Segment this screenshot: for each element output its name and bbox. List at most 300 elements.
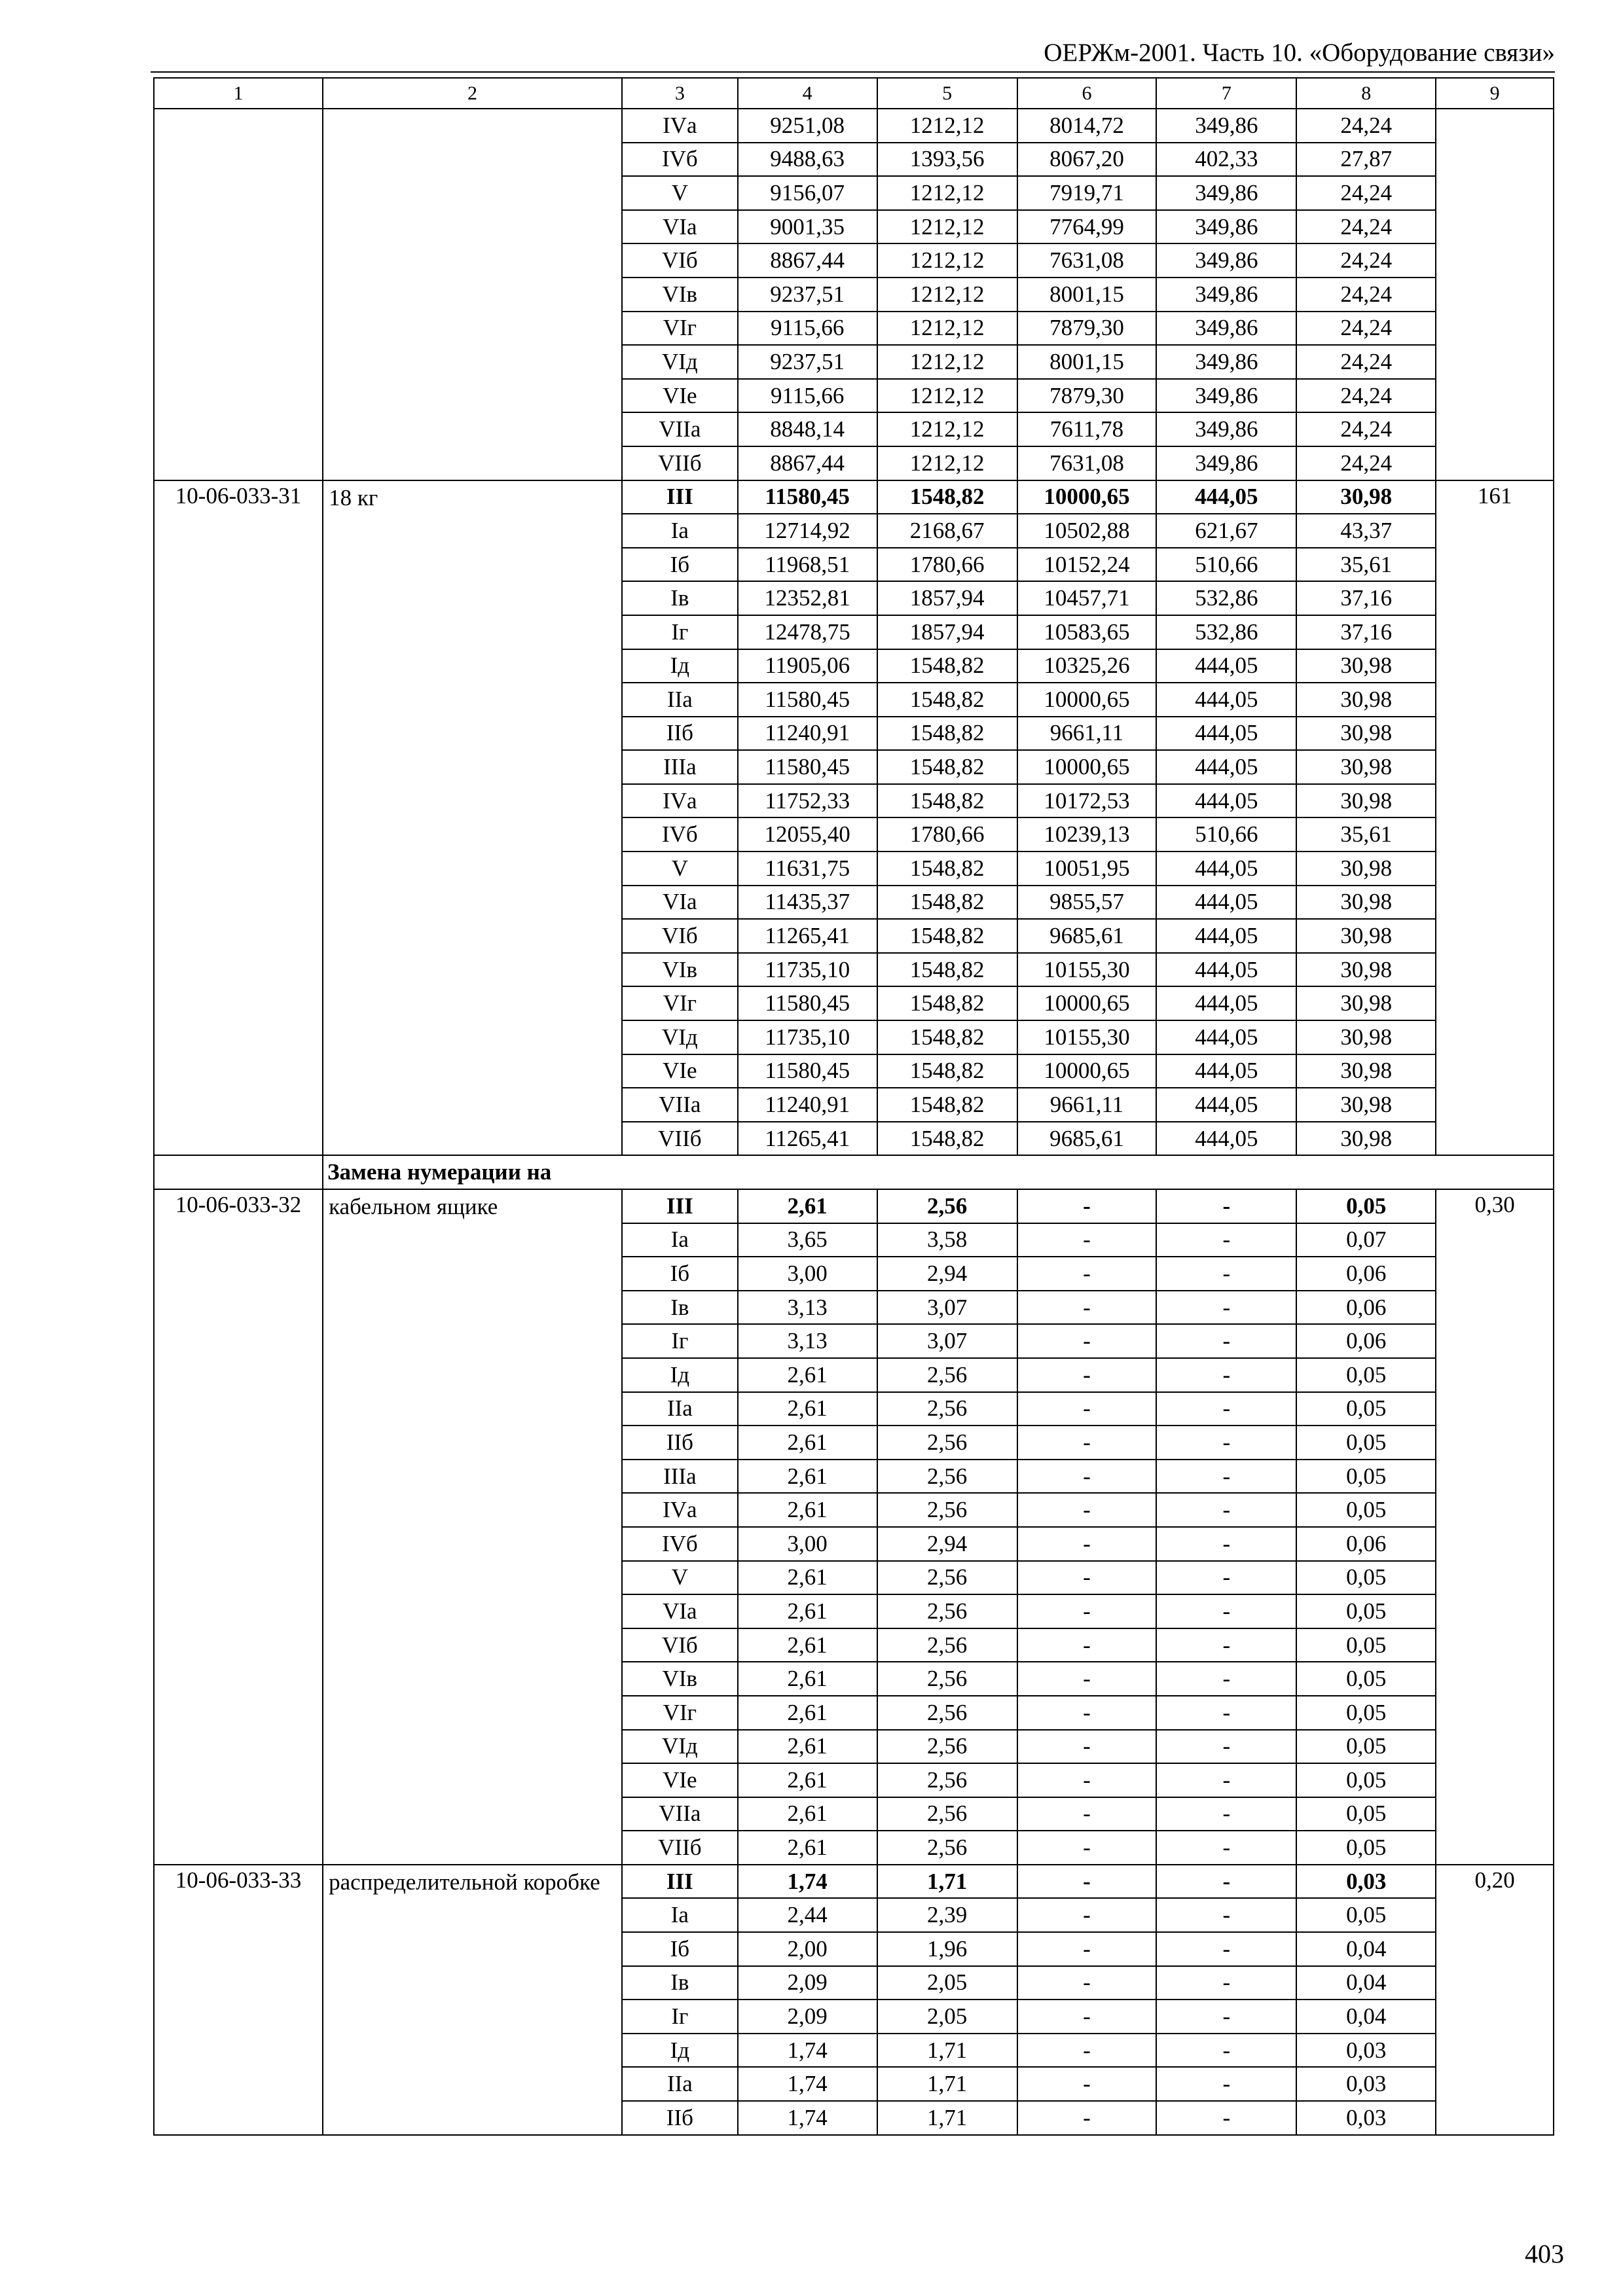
- materials-cell: 37,16: [1296, 615, 1436, 649]
- materials-cell: 30,98: [1296, 784, 1436, 818]
- wages-cell: 1,71: [877, 2067, 1017, 2101]
- machine-operation-cell: -: [1017, 1291, 1157, 1325]
- direct-costs-cell: 11905,06: [738, 649, 877, 683]
- machine-operation-cell: 10239,13: [1017, 817, 1157, 852]
- region-zone-cell: IVа: [622, 109, 738, 143]
- section-spacer-cell: [154, 1155, 323, 1189]
- machinist-wages-cell: 444,05: [1156, 919, 1296, 953]
- machinist-wages-cell: 444,05: [1156, 852, 1296, 886]
- machinist-wages-cell: -: [1156, 1324, 1296, 1358]
- machinist-wages-cell: 349,86: [1156, 243, 1296, 278]
- machinist-wages-cell: -: [1156, 1898, 1296, 1932]
- materials-cell: 0,03: [1296, 2067, 1436, 2101]
- machinist-wages-cell: 444,05: [1156, 717, 1296, 751]
- region-zone-cell: VIг: [622, 1696, 738, 1730]
- materials-cell: 0,05: [1296, 1594, 1436, 1628]
- direct-costs-cell: 3,13: [738, 1291, 877, 1325]
- header-rule: [151, 71, 1555, 73]
- materials-cell: 0,05: [1296, 1831, 1436, 1865]
- machinist-wages-cell: 444,05: [1156, 784, 1296, 818]
- region-zone-cell: IIа: [622, 2067, 738, 2101]
- direct-costs-cell: 9156,07: [738, 176, 877, 210]
- table-row: [154, 480, 1554, 514]
- materials-cell: 0,03: [1296, 2101, 1436, 2135]
- machinist-wages-cell: -: [1156, 1257, 1296, 1291]
- region-zone-cell: VIа: [622, 210, 738, 244]
- materials-cell: 0,05: [1296, 1426, 1436, 1460]
- machine-operation-cell: 8001,15: [1017, 278, 1157, 312]
- machine-operation-cell: 10457,71: [1017, 581, 1157, 615]
- machinist-wages-cell: -: [1156, 1865, 1296, 1899]
- materials-cell: 30,98: [1296, 750, 1436, 784]
- wages-cell: 2,56: [877, 1831, 1017, 1865]
- region-zone-cell: Iг: [622, 1324, 738, 1358]
- direct-costs-cell: 3,00: [738, 1257, 877, 1291]
- materials-cell: 43,37: [1296, 514, 1436, 548]
- direct-costs-cell: 11265,41: [738, 919, 877, 953]
- direct-costs-cell: 1,74: [738, 2034, 877, 2068]
- direct-costs-cell: 2,61: [738, 1358, 877, 1392]
- wages-cell: 1212,12: [877, 109, 1017, 143]
- machine-operation-cell: 10000,65: [1017, 683, 1157, 717]
- machine-operation-cell: -: [1017, 1797, 1157, 1831]
- materials-cell: 30,98: [1296, 1088, 1436, 1122]
- region-zone-cell: Iв: [622, 581, 738, 615]
- materials-cell: 24,24: [1296, 412, 1436, 446]
- machinist-wages-cell: 444,05: [1156, 1122, 1296, 1156]
- section-title: Замена нумерации на: [323, 1155, 1554, 1189]
- region-zone-cell: IIIа: [622, 750, 738, 784]
- direct-costs-cell: 2,61: [738, 1493, 877, 1527]
- region-zone-cell: Iа: [622, 514, 738, 548]
- wages-cell: 1548,82: [877, 750, 1017, 784]
- region-zone-cell: V: [622, 852, 738, 886]
- machine-operation-cell: -: [1017, 1865, 1157, 1899]
- region-zone-cell: Iв: [622, 1291, 738, 1325]
- wages-cell: 1548,82: [877, 1088, 1017, 1122]
- direct-costs-cell: 11580,45: [738, 750, 877, 784]
- direct-costs-cell: 3,13: [738, 1324, 877, 1358]
- wages-cell: 1857,94: [877, 615, 1017, 649]
- wages-cell: 1548,82: [877, 886, 1017, 920]
- machinist-wages-cell: 532,86: [1156, 615, 1296, 649]
- machine-operation-cell: -: [1017, 1223, 1157, 1257]
- machine-operation-cell: 10502,88: [1017, 514, 1157, 548]
- direct-costs-cell: 12352,81: [738, 581, 877, 615]
- machine-operation-cell: 7611,78: [1017, 412, 1157, 446]
- materials-cell: 30,98: [1296, 717, 1436, 751]
- region-zone-cell: III: [622, 480, 738, 514]
- region-zone-cell: VIд: [622, 345, 738, 379]
- region-zone-cell: Iд: [622, 649, 738, 683]
- direct-costs-cell: 9237,51: [738, 278, 877, 312]
- region-zone-cell: VIа: [622, 1594, 738, 1628]
- machine-operation-cell: -: [1017, 1257, 1157, 1291]
- materials-cell: 0,03: [1296, 1865, 1436, 1899]
- machinist-wages-cell: -: [1156, 1460, 1296, 1494]
- wages-cell: 1212,12: [877, 210, 1017, 244]
- table-row: [154, 109, 1554, 143]
- code-cell: 10-06-033-33: [154, 1865, 323, 2135]
- region-zone-cell: Iг: [622, 2000, 738, 2034]
- machinist-wages-cell: 349,86: [1156, 412, 1296, 446]
- direct-costs-cell: 11240,91: [738, 717, 877, 751]
- column-number: 9: [1436, 78, 1554, 109]
- direct-costs-cell: 2,09: [738, 1966, 877, 2000]
- description-cell: [323, 109, 622, 480]
- machinist-wages-cell: 444,05: [1156, 986, 1296, 1020]
- direct-costs-cell: 2,61: [738, 1696, 877, 1730]
- unit-cell: 0,30: [1436, 1189, 1554, 1865]
- wages-cell: 1212,12: [877, 446, 1017, 480]
- machine-operation-cell: 8067,20: [1017, 143, 1157, 177]
- machine-operation-cell: -: [1017, 1932, 1157, 1966]
- machine-operation-cell: -: [1017, 1561, 1157, 1595]
- table-row: [154, 1189, 1554, 1223]
- wages-cell: 1548,82: [877, 1054, 1017, 1088]
- materials-cell: 0,05: [1296, 1392, 1436, 1426]
- machine-operation-cell: 10155,30: [1017, 1020, 1157, 1054]
- wages-cell: 1212,12: [877, 278, 1017, 312]
- machine-operation-cell: -: [1017, 1460, 1157, 1494]
- column-number: 5: [877, 78, 1017, 109]
- direct-costs-cell: 9488,63: [738, 143, 877, 177]
- region-zone-cell: Iб: [622, 1932, 738, 1966]
- materials-cell: 0,06: [1296, 1527, 1436, 1561]
- page-header: ОЕРЖм-2001. Часть 10. «Оборудование связи»: [1044, 39, 1555, 67]
- page-number: 403: [1525, 2239, 1564, 2269]
- wages-cell: 2,05: [877, 2000, 1017, 2034]
- region-zone-cell: III: [622, 1189, 738, 1223]
- wages-cell: 2,56: [877, 1730, 1017, 1764]
- machinist-wages-cell: -: [1156, 2034, 1296, 2068]
- materials-cell: 0,05: [1296, 1797, 1436, 1831]
- region-zone-cell: VIе: [622, 1763, 738, 1797]
- materials-cell: 0,05: [1296, 1189, 1436, 1223]
- materials-cell: 0,05: [1296, 1662, 1436, 1696]
- machine-operation-cell: -: [1017, 1426, 1157, 1460]
- machinist-wages-cell: 444,05: [1156, 1088, 1296, 1122]
- direct-costs-cell: 2,44: [738, 1898, 877, 1932]
- column-number: 8: [1296, 78, 1436, 109]
- direct-costs-cell: 11580,45: [738, 986, 877, 1020]
- materials-cell: 30,98: [1296, 1122, 1436, 1156]
- machine-operation-cell: 10325,26: [1017, 649, 1157, 683]
- wages-cell: 2,56: [877, 1426, 1017, 1460]
- machinist-wages-cell: 349,86: [1156, 210, 1296, 244]
- direct-costs-cell: 9001,35: [738, 210, 877, 244]
- machinist-wages-cell: 510,66: [1156, 548, 1296, 582]
- machine-operation-cell: 8001,15: [1017, 345, 1157, 379]
- machine-operation-cell: 7879,30: [1017, 379, 1157, 413]
- machinist-wages-cell: -: [1156, 1426, 1296, 1460]
- machine-operation-cell: -: [1017, 1189, 1157, 1223]
- wages-cell: 1548,82: [877, 986, 1017, 1020]
- materials-cell: 0,05: [1296, 1730, 1436, 1764]
- direct-costs-cell: 2,61: [738, 1662, 877, 1696]
- materials-cell: 37,16: [1296, 581, 1436, 615]
- region-zone-cell: Iг: [622, 615, 738, 649]
- region-zone-cell: Iд: [622, 1358, 738, 1392]
- machinist-wages-cell: -: [1156, 1392, 1296, 1426]
- column-number: 6: [1017, 78, 1157, 109]
- wages-cell: 3,07: [877, 1291, 1017, 1325]
- region-zone-cell: V: [622, 176, 738, 210]
- wages-cell: 1212,12: [877, 345, 1017, 379]
- wages-cell: 1,96: [877, 1932, 1017, 1966]
- materials-cell: 30,98: [1296, 919, 1436, 953]
- region-zone-cell: VIв: [622, 1662, 738, 1696]
- direct-costs-cell: 12478,75: [738, 615, 877, 649]
- unit-cell: 0,20: [1436, 1865, 1554, 2135]
- wages-cell: 2,56: [877, 1662, 1017, 1696]
- materials-cell: 24,24: [1296, 109, 1436, 143]
- wages-cell: 1780,66: [877, 817, 1017, 852]
- materials-cell: 0,05: [1296, 1628, 1436, 1662]
- machinist-wages-cell: 444,05: [1156, 886, 1296, 920]
- machine-operation-cell: 9855,57: [1017, 886, 1157, 920]
- direct-costs-cell: 1,74: [738, 2067, 877, 2101]
- direct-costs-cell: 9251,08: [738, 109, 877, 143]
- region-zone-cell: V: [622, 1561, 738, 1595]
- direct-costs-cell: 1,74: [738, 1865, 877, 1899]
- direct-costs-cell: 11580,45: [738, 683, 877, 717]
- machinist-wages-cell: 444,05: [1156, 953, 1296, 987]
- region-zone-cell: IVб: [622, 1527, 738, 1561]
- machine-operation-cell: 7631,08: [1017, 243, 1157, 278]
- machine-operation-cell: 10000,65: [1017, 480, 1157, 514]
- machine-operation-cell: 9685,61: [1017, 919, 1157, 953]
- machinist-wages-cell: -: [1156, 1932, 1296, 1966]
- machinist-wages-cell: -: [1156, 1527, 1296, 1561]
- direct-costs-cell: 2,61: [738, 1460, 877, 1494]
- wages-cell: 2,56: [877, 1189, 1017, 1223]
- column-number: 1: [154, 78, 323, 109]
- wages-cell: 2,56: [877, 1628, 1017, 1662]
- machinist-wages-cell: -: [1156, 1831, 1296, 1865]
- region-zone-cell: VIд: [622, 1730, 738, 1764]
- direct-costs-cell: 2,09: [738, 2000, 877, 2034]
- wages-cell: 1212,12: [877, 312, 1017, 346]
- region-zone-cell: VIIб: [622, 446, 738, 480]
- machinist-wages-cell: 444,05: [1156, 683, 1296, 717]
- machine-operation-cell: -: [1017, 1324, 1157, 1358]
- machinist-wages-cell: 349,86: [1156, 379, 1296, 413]
- direct-costs-cell: 11968,51: [738, 548, 877, 582]
- region-zone-cell: IVб: [622, 817, 738, 852]
- materials-cell: 30,98: [1296, 953, 1436, 987]
- direct-costs-cell: 1,74: [738, 2101, 877, 2135]
- machinist-wages-cell: 444,05: [1156, 1054, 1296, 1088]
- machinist-wages-cell: 349,86: [1156, 446, 1296, 480]
- region-zone-cell: VIе: [622, 379, 738, 413]
- machine-operation-cell: 10172,53: [1017, 784, 1157, 818]
- region-zone-cell: VIг: [622, 986, 738, 1020]
- wages-cell: 1780,66: [877, 548, 1017, 582]
- wages-cell: 1212,12: [877, 412, 1017, 446]
- machinist-wages-cell: 349,86: [1156, 345, 1296, 379]
- section-title-row: [154, 1155, 1554, 1189]
- machinist-wages-cell: -: [1156, 1493, 1296, 1527]
- materials-cell: 27,87: [1296, 143, 1436, 177]
- machine-operation-cell: -: [1017, 1662, 1157, 1696]
- direct-costs-cell: 11240,91: [738, 1088, 877, 1122]
- region-zone-cell: IIб: [622, 2101, 738, 2135]
- machine-operation-cell: 10051,95: [1017, 852, 1157, 886]
- direct-costs-cell: 11735,10: [738, 953, 877, 987]
- column-number: 3: [622, 78, 738, 109]
- machine-operation-cell: 7919,71: [1017, 176, 1157, 210]
- region-zone-cell: VIIа: [622, 1088, 738, 1122]
- direct-costs-cell: 3,65: [738, 1223, 877, 1257]
- machine-operation-cell: -: [1017, 2067, 1157, 2101]
- machinist-wages-cell: -: [1156, 1561, 1296, 1595]
- wages-cell: 2,56: [877, 1392, 1017, 1426]
- machinist-wages-cell: 349,86: [1156, 176, 1296, 210]
- direct-costs-cell: 2,61: [738, 1392, 877, 1426]
- machinist-wages-cell: -: [1156, 1291, 1296, 1325]
- rates-table: [153, 77, 1554, 2136]
- materials-cell: 30,98: [1296, 886, 1436, 920]
- machinist-wages-cell: -: [1156, 2000, 1296, 2034]
- direct-costs-cell: 2,61: [738, 1594, 877, 1628]
- wages-cell: 1548,82: [877, 852, 1017, 886]
- materials-cell: 24,24: [1296, 312, 1436, 346]
- direct-costs-cell: 8867,44: [738, 446, 877, 480]
- direct-costs-cell: 11435,37: [738, 886, 877, 920]
- materials-cell: 24,24: [1296, 243, 1436, 278]
- machine-operation-cell: -: [1017, 1966, 1157, 2000]
- direct-costs-cell: 9237,51: [738, 345, 877, 379]
- wages-cell: 2,56: [877, 1493, 1017, 1527]
- region-zone-cell: VIIа: [622, 412, 738, 446]
- materials-cell: 0,04: [1296, 2000, 1436, 2034]
- region-zone-cell: IIа: [622, 1392, 738, 1426]
- region-zone-cell: VIб: [622, 243, 738, 278]
- wages-cell: 1548,82: [877, 784, 1017, 818]
- region-zone-cell: VIв: [622, 278, 738, 312]
- region-zone-cell: Iв: [622, 1966, 738, 2000]
- machine-operation-cell: -: [1017, 1594, 1157, 1628]
- materials-cell: 0,05: [1296, 1358, 1436, 1392]
- wages-cell: 1548,82: [877, 919, 1017, 953]
- materials-cell: 30,98: [1296, 683, 1436, 717]
- direct-costs-cell: 2,61: [738, 1730, 877, 1764]
- region-zone-cell: Iа: [622, 1223, 738, 1257]
- direct-costs-cell: 9115,66: [738, 312, 877, 346]
- machinist-wages-cell: -: [1156, 1966, 1296, 2000]
- materials-cell: 30,98: [1296, 986, 1436, 1020]
- region-zone-cell: VIе: [622, 1054, 738, 1088]
- machine-operation-cell: 10583,65: [1017, 615, 1157, 649]
- machine-operation-cell: -: [1017, 2101, 1157, 2135]
- machine-operation-cell: -: [1017, 1831, 1157, 1865]
- table-row: [154, 1865, 1554, 1899]
- wages-cell: 2,56: [877, 1763, 1017, 1797]
- machine-operation-cell: -: [1017, 1898, 1157, 1932]
- machinist-wages-cell: 444,05: [1156, 480, 1296, 514]
- machinist-wages-cell: -: [1156, 1223, 1296, 1257]
- machinist-wages-cell: -: [1156, 1189, 1296, 1223]
- machinist-wages-cell: 621,67: [1156, 514, 1296, 548]
- region-zone-cell: IVа: [622, 1493, 738, 1527]
- wages-cell: 2,56: [877, 1358, 1017, 1392]
- region-zone-cell: VIв: [622, 953, 738, 987]
- materials-cell: 0,05: [1296, 1696, 1436, 1730]
- wages-cell: 2,94: [877, 1527, 1017, 1561]
- machinist-wages-cell: -: [1156, 1763, 1296, 1797]
- region-zone-cell: VIб: [622, 919, 738, 953]
- wages-cell: 1857,94: [877, 581, 1017, 615]
- code-cell: [154, 109, 323, 480]
- wages-cell: 2,56: [877, 1696, 1017, 1730]
- materials-cell: 24,24: [1296, 379, 1436, 413]
- machine-operation-cell: 9661,11: [1017, 717, 1157, 751]
- wages-cell: 2168,67: [877, 514, 1017, 548]
- region-zone-cell: VIг: [622, 312, 738, 346]
- machinist-wages-cell: -: [1156, 1797, 1296, 1831]
- direct-costs-cell: 2,61: [738, 1831, 877, 1865]
- materials-cell: 0,05: [1296, 1460, 1436, 1494]
- wages-cell: 2,39: [877, 1898, 1017, 1932]
- materials-cell: 35,61: [1296, 548, 1436, 582]
- region-zone-cell: IVа: [622, 784, 738, 818]
- region-zone-cell: VIб: [622, 1628, 738, 1662]
- materials-cell: 24,24: [1296, 210, 1436, 244]
- wages-cell: 1548,82: [877, 1020, 1017, 1054]
- wages-cell: 1548,82: [877, 717, 1017, 751]
- machine-operation-cell: 7631,08: [1017, 446, 1157, 480]
- direct-costs-cell: 11580,45: [738, 1054, 877, 1088]
- wages-cell: 1212,12: [877, 243, 1017, 278]
- wages-cell: 1,71: [877, 2034, 1017, 2068]
- machine-operation-cell: 8014,72: [1017, 109, 1157, 143]
- materials-cell: 30,98: [1296, 649, 1436, 683]
- wages-cell: 1212,12: [877, 176, 1017, 210]
- materials-cell: 30,98: [1296, 1020, 1436, 1054]
- machine-operation-cell: -: [1017, 1493, 1157, 1527]
- direct-costs-cell: 11580,45: [738, 480, 877, 514]
- region-zone-cell: IVб: [622, 143, 738, 177]
- direct-costs-cell: 12055,40: [738, 817, 877, 852]
- machine-operation-cell: -: [1017, 1392, 1157, 1426]
- machine-operation-cell: -: [1017, 2034, 1157, 2068]
- region-zone-cell: VIIа: [622, 1797, 738, 1831]
- wages-cell: 2,05: [877, 1966, 1017, 2000]
- description-cell: 18 кг: [323, 480, 622, 1156]
- code-cell: 10-06-033-31: [154, 480, 323, 1156]
- materials-cell: 0,04: [1296, 1966, 1436, 2000]
- machine-operation-cell: 10000,65: [1017, 750, 1157, 784]
- materials-cell: 30,98: [1296, 1054, 1436, 1088]
- region-zone-cell: IIб: [622, 1426, 738, 1460]
- materials-cell: 0,06: [1296, 1257, 1436, 1291]
- machinist-wages-cell: -: [1156, 1696, 1296, 1730]
- wages-cell: 1548,82: [877, 953, 1017, 987]
- direct-costs-cell: 2,61: [738, 1797, 877, 1831]
- machinist-wages-cell: 349,86: [1156, 278, 1296, 312]
- machinist-wages-cell: -: [1156, 1594, 1296, 1628]
- materials-cell: 0,05: [1296, 1561, 1436, 1595]
- region-zone-cell: VIIб: [622, 1831, 738, 1865]
- description-cell: распределительной коробке: [323, 1865, 622, 2135]
- direct-costs-cell: 8867,44: [738, 243, 877, 278]
- materials-cell: 24,24: [1296, 176, 1436, 210]
- machinist-wages-cell: -: [1156, 1662, 1296, 1696]
- wages-cell: 2,56: [877, 1460, 1017, 1494]
- direct-costs-cell: 2,61: [738, 1763, 877, 1797]
- region-zone-cell: VIIб: [622, 1122, 738, 1156]
